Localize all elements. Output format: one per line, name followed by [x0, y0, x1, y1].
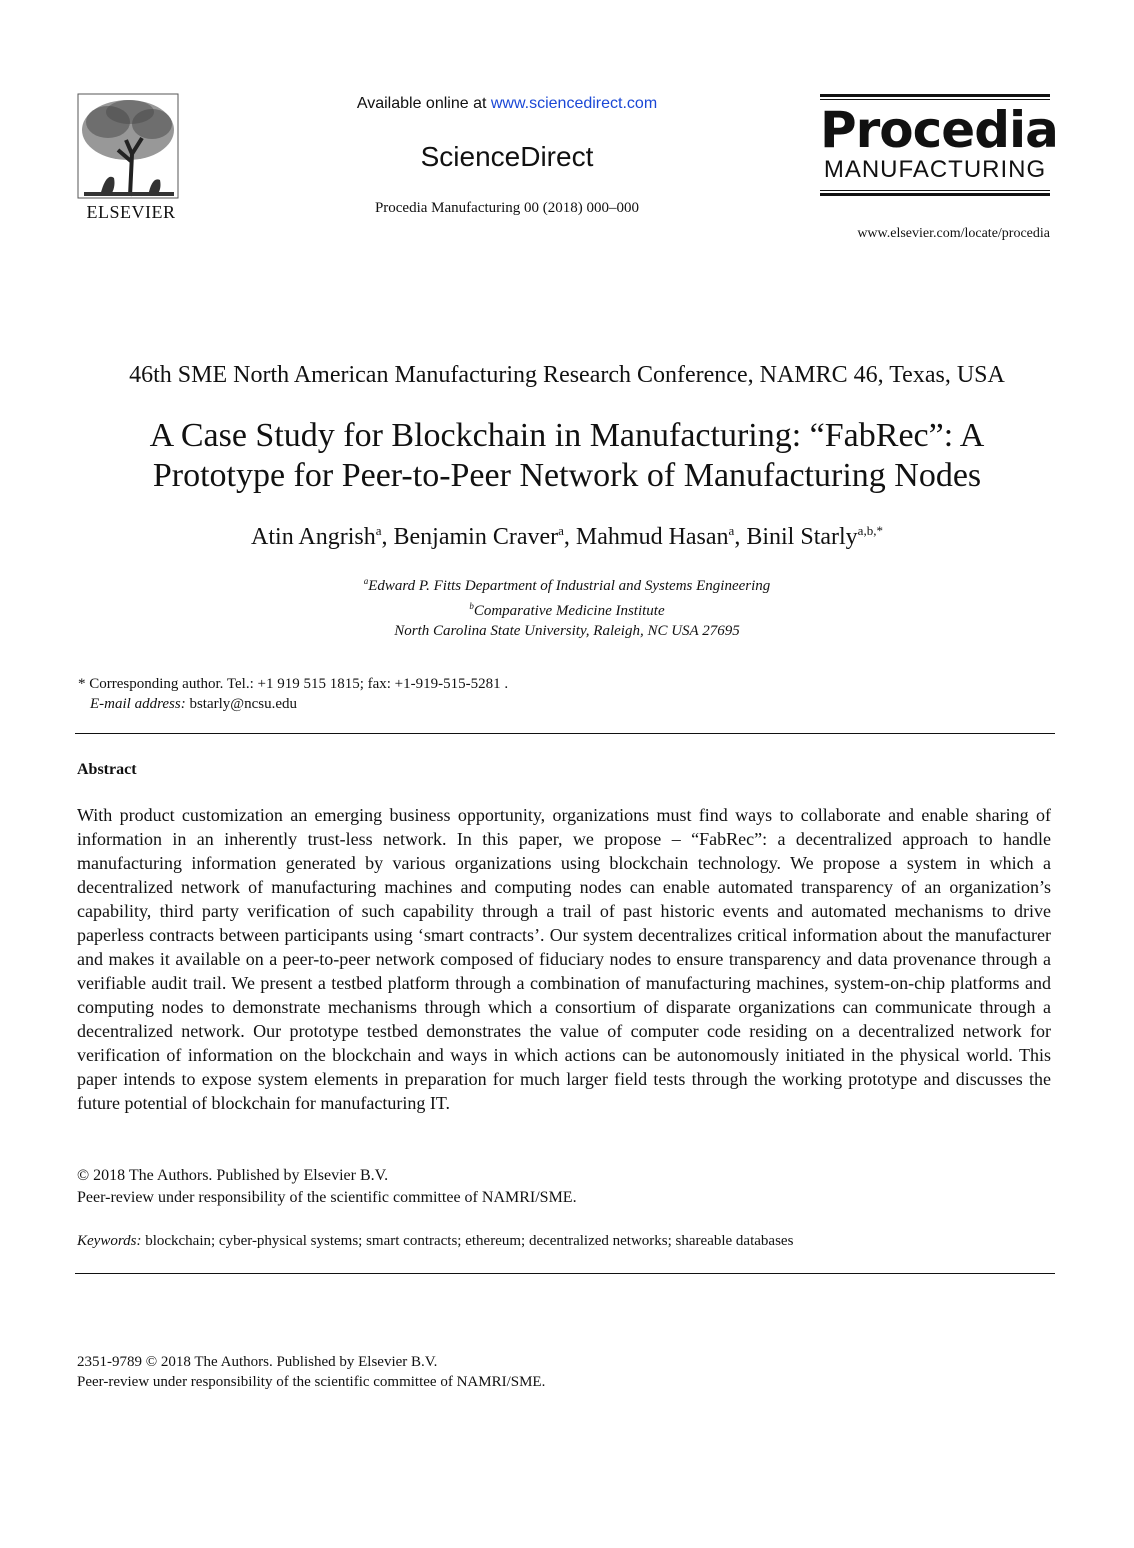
- logo-rule-bottom-thin: [820, 190, 1050, 191]
- available-online-line: [330, 95, 684, 113]
- issn-line: 2351-9789 © 2018 The Authors. Published by Elsevier B.V.: [77, 1354, 438, 1370]
- affiliation-text: North Carolina State University, Raleigh, NC USA 27695: [394, 623, 740, 639]
- corresponding-contact: * Corresponding author. Tel.: +1 919 515 1815; fax: +1-919-515-5281 .: [78, 676, 509, 692]
- author-affil-mark: a,b,*: [857, 523, 883, 538]
- affiliation-mark: b: [469, 601, 474, 611]
- author-sep: ,: [381, 524, 394, 550]
- affiliation-mark: a: [363, 576, 369, 586]
- title-line-2: Prototype for Peer-to-Peer Network of Manufacturing Nodes: [152, 457, 982, 494]
- keywords-list: blockchain; cyber-physical systems; smart contracts; ethereum; decentralized networks; shareable databases: [141, 1233, 794, 1249]
- journal-url[interactable]: www.elsevier.com/locate/procedia: [857, 226, 1050, 241]
- author-sep: ,: [734, 524, 747, 550]
- conference-name: 46th SME North American Manufacturing Research Conference, NAMRC 46, Texas, USA: [129, 362, 1005, 388]
- copyright-line: © 2018 The Authors. Published by Elsevier B.V.: [77, 1167, 389, 1184]
- corresponding-author: [78, 674, 978, 714]
- affiliation-line: [60, 571, 1074, 596]
- keywords-label: Keywords:: [77, 1233, 142, 1249]
- procedia-wordmark: Procedia: [820, 101, 1058, 159]
- sciencedirect-title: ScienceDirect: [420, 141, 594, 172]
- keywords-line: [77, 1233, 1057, 1250]
- rule-above-abstract: [75, 733, 1055, 734]
- affiliations: [60, 571, 1074, 641]
- page-footer: [77, 1352, 977, 1392]
- rule-below-keywords: [75, 1273, 1055, 1274]
- available-online-text: Available online at: [356, 95, 491, 112]
- author-name: Mahmud Hasan: [575, 524, 729, 550]
- email-label: E-mail address:: [90, 696, 186, 712]
- affiliation-text: Edward P. Fitts Department of Industrial and Systems Engineering: [368, 578, 771, 594]
- logo-rule-top-thin: [820, 99, 1050, 100]
- author-name: Binil Starly: [746, 524, 858, 550]
- title-line-1: A Case Study for Blockchain in Manufacturing: “FabRec”: A: [149, 417, 985, 454]
- sciencedirect-link[interactable]: www.sciencedirect.com: [490, 95, 658, 112]
- copyright-block: [77, 1165, 977, 1209]
- author-affil-mark: a: [375, 523, 382, 538]
- affiliation-line: [60, 596, 1074, 621]
- logo-rule-top: [820, 94, 1050, 97]
- author-affil-mark: a: [728, 523, 735, 538]
- journal-reference: Procedia Manufacturing 00 (2018) 000–000: [374, 200, 640, 216]
- author-name: Benjamin Craver: [393, 524, 559, 550]
- elsevier-wordmark: ELSEVIER: [86, 202, 176, 222]
- abstract-body: With product customization an emerging business opportunity, organizations must find ways to collaborate and enable sharing of information in an inherently trust-less network. In this paper, we propose – “FabRec”: a decentralized approach to handle manufacturing information generated by various organizations using blockchain technology. We propose a system in which a decentralized network of manufacturing machines and computing nodes can enable automated transparency of an organization’s capability, third party verification of such capability through a trail of past historic events and automated mechanisms to drive paperless contracts between participants using ‘smart contracts’. Our system decentralizes critical information about the manufacturer and makes it available on a peer-to-peer network composed of fiduciary nodes to ensure transparency and data provenance through a verifiable audit trail. We present a testbed platform through a combination of manufacturing machines, system-on-chip platforms and computing nodes to demonstrate mechanisms through which a consortium of disparate organizations can communicate through a decentralized network. Our prototype testbed demonstrates the value of computer code residing on a decentralized network for verification of information on the blockchain and ways in which actions can be autonomously initiated in the physical world. This paper intends to expose system elements in preparation for much larger field tests through the working prototype and discusses the future potential of blockchain for manufacturing IT.: [77, 805, 1051, 1113]
- author-affil-mark: a: [558, 523, 564, 538]
- affiliation-text: Comparative Medicine Institute: [473, 603, 665, 619]
- peer-review-line: Peer-review under responsibility of the scientific committee of NAMRI/SME.: [77, 1189, 577, 1206]
- procedia-subtitle: MANUFACTURING: [823, 156, 1047, 183]
- procedia-logo: [820, 92, 1058, 198]
- paper-title: [60, 416, 1074, 496]
- author-name: Atin Angrish: [251, 524, 376, 550]
- author-sep: ,: [563, 524, 576, 550]
- logo-rule-bottom: [820, 193, 1050, 196]
- email-address[interactable]: bstarly@ncsu.edu: [185, 696, 297, 712]
- abstract-heading: Abstract: [77, 761, 137, 778]
- author-list: [60, 523, 1074, 551]
- email-line: [78, 694, 978, 714]
- footer-peer-review: Peer-review under responsibility of the scientific committee of NAMRI/SME.: [77, 1374, 546, 1390]
- affiliation-line: [60, 621, 1074, 641]
